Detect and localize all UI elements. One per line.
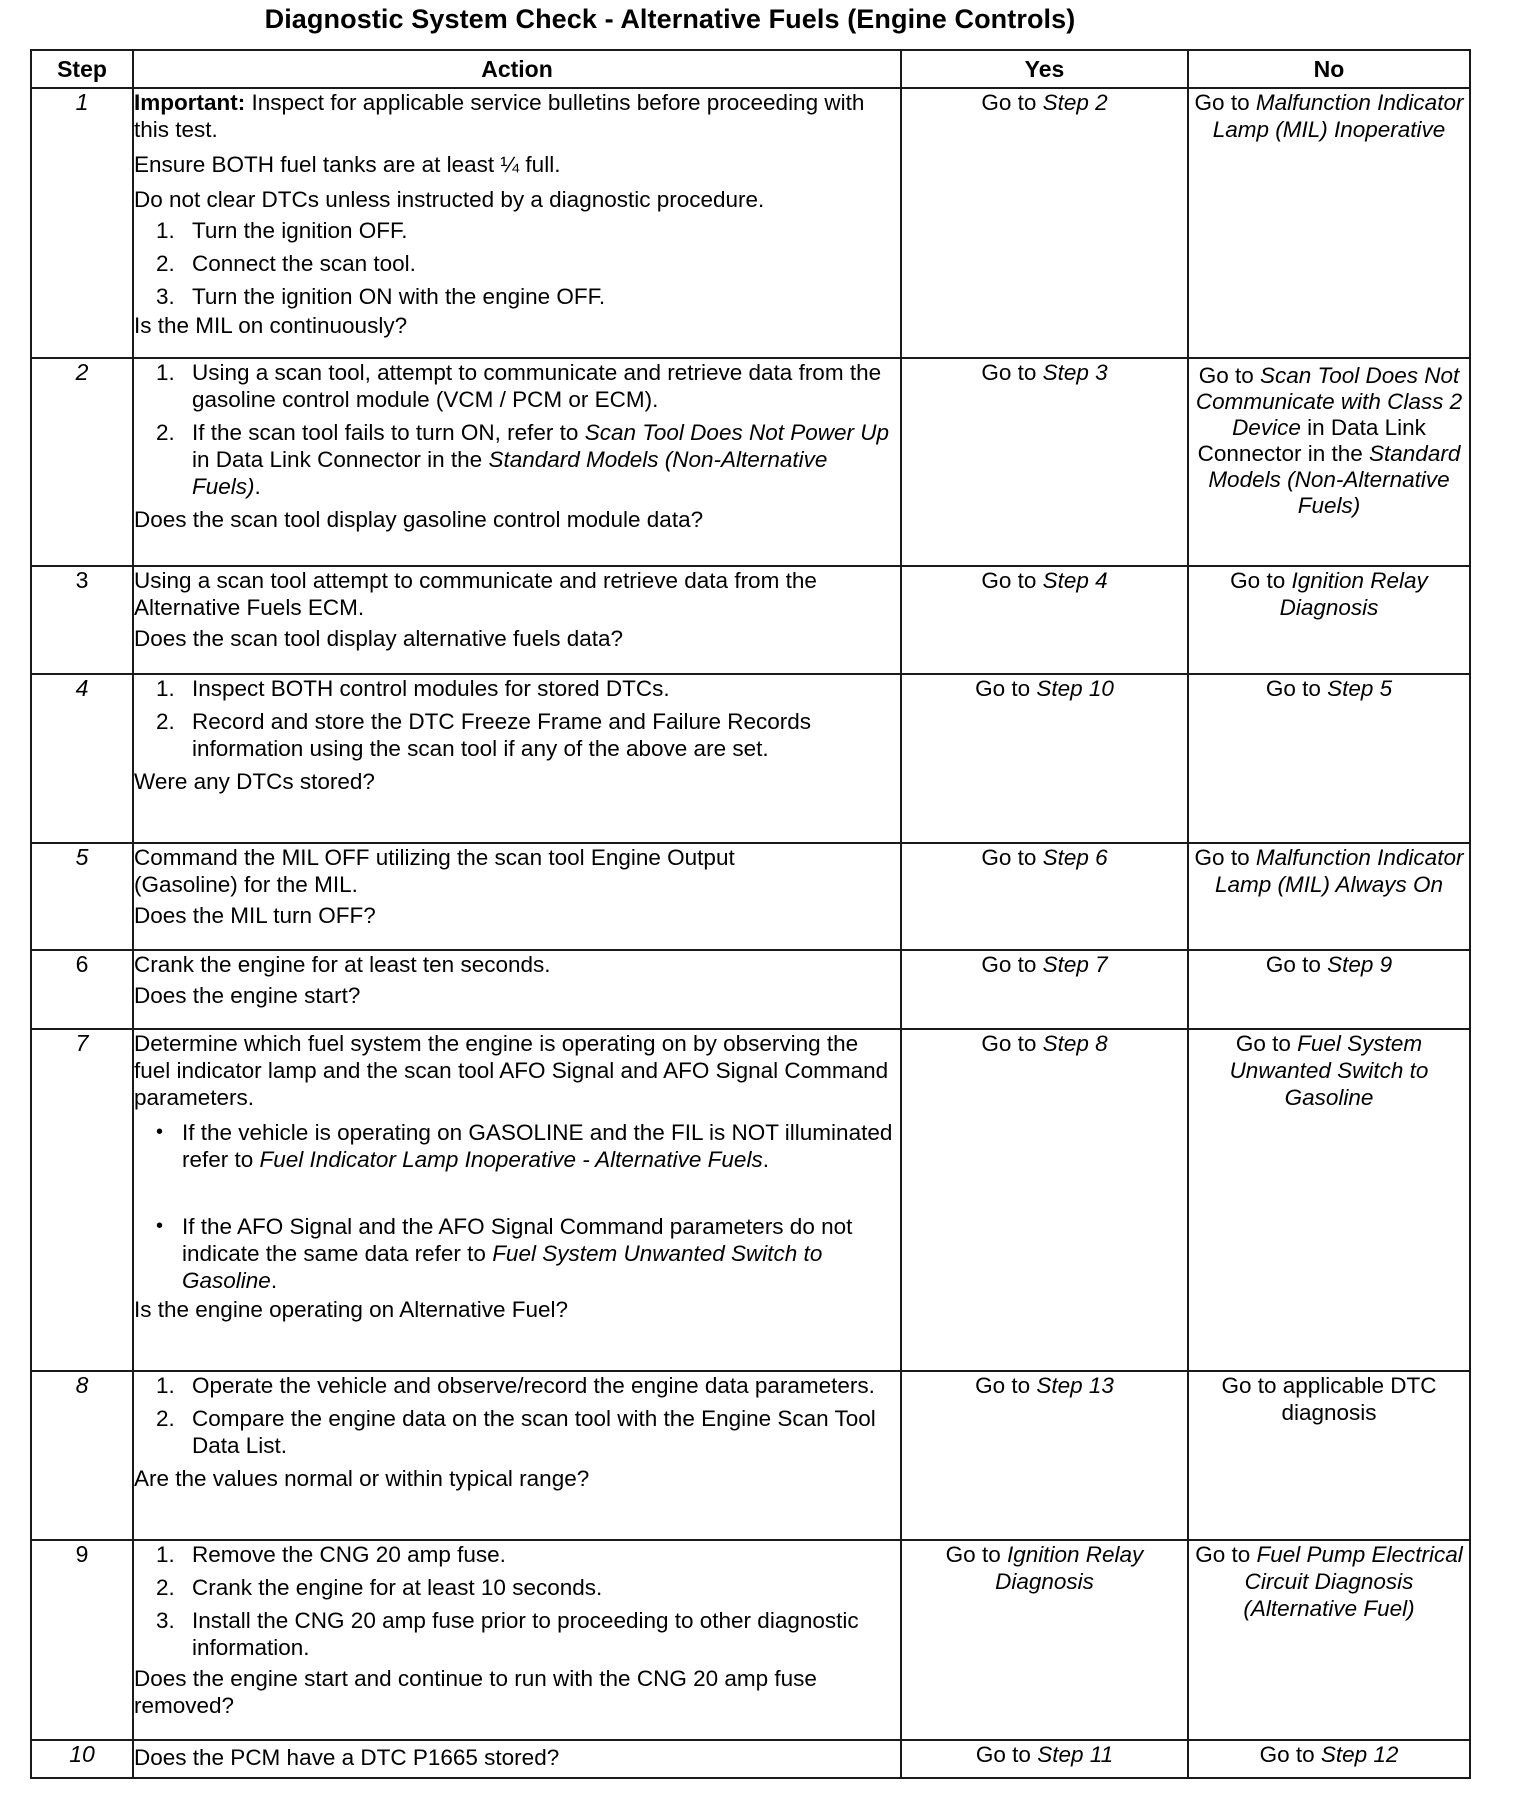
header-step: Step [31,50,133,88]
question-text: Does the scan tool display gasoline control module data? [134,507,704,532]
yes-link[interactable]: Step 2 [1042,90,1108,115]
no-cell: Go to Scan Tool Does Not Communicate with Class 2 Device in Data Link Connector in the Standard Models (Non-Alternative Fuels) [1188,358,1470,566]
list-item: 2. Connect the scan tool. [156,251,416,276]
yes-link[interactable]: Step 3 [1042,360,1108,385]
yes-cell: Go to Step 7 [901,950,1188,1029]
table-row-step-6 [31,950,1470,1029]
yes-link[interactable]: Step 7 [1042,952,1108,977]
action-cell [133,566,901,674]
yes-link[interactable]: Step 6 [1042,845,1108,870]
no-cell: Go to Fuel Pump Electrical Circuit Diagnosis (Alternative Fuel) [1188,1540,1470,1740]
yes-cell: Go to Step 8 [901,1029,1188,1371]
action-cell [133,88,901,358]
no-link[interactable]: Step 12 [1320,1742,1399,1767]
no-cell: Go to Step 9 [1188,950,1470,1029]
no-link[interactable]: Malfunction Indicator Lamp (MIL) Inoperative [1212,90,1464,142]
no-cell: Go to Step 12 [1188,1740,1470,1778]
table-row-step-7 [31,1029,1470,1371]
yes-cell: Go to Step 13 [901,1371,1188,1540]
step-number: 3 [31,566,133,674]
list-item: 1. Turn the ignition OFF. [156,218,408,243]
header-action: Action [133,50,901,88]
step-number: 10 [31,1740,133,1778]
list-item: • If the vehicle is operating on GASOLINE and the FIL is NOT illuminated refer to Fuel Indicator Lamp Inoperative - Alternative Fuels. [156,1120,893,1172]
no-link[interactable]: Step 5 [1327,676,1393,701]
no-link[interactable]: Fuel Pump Electrical Circuit Diagnosis (Alternative Fuel) [1243,1542,1463,1621]
no-link[interactable]: Malfunction Indicator Lamp (MIL) Always On [1215,845,1464,897]
step-number: 6 [31,950,133,1029]
no-link[interactable]: Step 9 [1327,952,1393,977]
question-text: Is the engine operating on Alternative Fuel? [134,1297,569,1322]
no-link[interactable]: Fuel System Unwanted Switch to Gasoline [1229,1031,1429,1110]
reference-link[interactable]: Fuel Indicator Lamp Inoperative - Alternative Fuels [259,1147,763,1172]
question-text: Is the MIL on continuously? [134,313,408,338]
action-text: Using a scan tool attempt to communicate and retrieve data from the Alternative Fuels ECM. [134,568,817,620]
table-row-step-5 [31,843,1470,950]
question-text: Were any DTCs stored? [134,769,375,794]
question-text: Are the values normal or within typical range? [134,1466,590,1491]
yes-cell: Go to Step 3 [901,358,1188,566]
action-text: Crank the engine for at least ten seconds. [134,952,551,977]
no-cell: Go to Step 5 [1188,674,1470,843]
table-row-step-4 [31,674,1470,843]
important-note [134,89,900,143]
question-text: Does the engine start? [134,983,361,1008]
no-cell: Go to Malfunction Indicator Lamp (MIL) Always On [1188,843,1470,950]
yes-link[interactable]: Step 8 [1042,1031,1108,1056]
action-cell [133,843,901,950]
question-text: Does the MIL turn OFF? [134,903,376,928]
action-text: Do not clear DTCs unless instructed by a diagnostic procedure. [134,187,765,212]
list-item: 2. Crank the engine for at least 10 seconds. [156,1575,603,1600]
yes-link[interactable]: Step 10 [1036,676,1114,701]
yes-cell: Go to Step 6 [901,843,1188,950]
reference-link[interactable]: Scan Tool Does Not Power Up [584,420,890,445]
list-item: 1. Using a scan tool, attempt to communicate and retrieve data from the gasoline control module (VCM / PCM or ECM). [156,360,882,412]
action-text: Command the MIL OFF utilizing the scan tool Engine Output (Gasoline) for the MIL. [134,845,735,897]
list-item: 1. Remove the CNG 20 amp fuse. [156,1542,506,1567]
list-item: 1. Operate the vehicle and observe/record the engine data parameters. [156,1373,875,1398]
list-item: 3. Turn the ignition ON with the engine OFF. [156,284,606,309]
action-cell [133,950,901,1029]
step-number: 8 [31,1371,133,1540]
step-number: 2 [31,358,133,566]
action-cell [133,1371,901,1540]
question-text: Does the scan tool display alternative fuels data? [134,626,624,651]
action-cell [133,358,901,566]
header-no: No [1188,50,1470,88]
list-item: 2. Record and store the DTC Freeze Frame and Failure Records information using the scan tool if any of the above are set. [156,709,812,761]
table-row-step-1 [31,88,1470,358]
yes-cell: Go to Step 4 [901,566,1188,674]
step-number: 1 [31,88,133,358]
step-number: 4 [31,674,133,843]
yes-cell: Go to Step 10 [901,674,1188,843]
yes-cell: Go to Step 11 [901,1740,1188,1778]
action-cell [133,1029,901,1371]
list-item: 2. Compare the engine data on the scan tool with the Engine Scan Tool Data List. [156,1406,876,1458]
step-number: 7 [31,1029,133,1371]
no-link[interactable]: Scan Tool Does Not Communicate with Class 2 Device [1195,363,1463,440]
action-cell [133,1540,901,1740]
yes-cell: Go to Step 2 [901,88,1188,358]
table-row-step-9 [31,1540,1470,1740]
yes-link[interactable]: Step 13 [1036,1373,1114,1398]
question-text: Does the engine start and continue to run with the CNG 20 amp fuse removed? [134,1666,817,1718]
reference-link[interactable]: Fuel System Unwanted Switch to Gasoline [182,1241,823,1293]
list-item: 2. If the scan tool fails to turn ON, refer to Scan Tool Does Not Power Up in Data Link Connector in the Standard Models (Non-Alternative Fuels). [156,420,890,499]
list-item: 1. Inspect BOTH control modules for stored DTCs. [156,676,670,701]
yes-link[interactable]: Ignition Relay Diagnosis [995,1542,1144,1594]
no-cell: Go to Fuel System Unwanted Switch to Gasoline [1188,1029,1470,1371]
diagnostic-table [30,49,1471,1779]
yes-cell: Go to Ignition Relay Diagnosis [901,1540,1188,1740]
page-title: Diagnostic System Check - Alternative Fuels (Engine Controls) [264,4,1076,34]
table-row-step-8 [31,1371,1470,1540]
no-link[interactable]: Standard Models (Non-Alternative Fuels) [1208,441,1461,518]
reference-link[interactable]: Standard Models (Non-Alternative Fuels) [192,447,828,499]
step-number: 5 [31,843,133,950]
action-text: Ensure BOTH fuel tanks are at least ¼ full. [134,152,561,177]
no-cell: Go to applicable DTC diagnosis [1188,1371,1470,1540]
table-header-row [31,50,1470,88]
header-yes: Yes [901,50,1188,88]
important-label: Important: [134,90,246,115]
step-number: 9 [31,1540,133,1740]
table-row-step-3 [31,566,1470,674]
list-item: 3. Install the CNG 20 amp fuse prior to proceeding to other diagnostic information. [156,1608,859,1660]
action-cell [133,1740,901,1778]
question-text: Does the PCM have a DTC P1665 stored? [134,1745,560,1770]
list-item: • If the AFO Signal and the AFO Signal Command parameters do not indicate the same data refer to Fuel System Unwanted Switch to Gasoline. [156,1214,853,1293]
no-cell: Go to Malfunction Indicator Lamp (MIL) Inoperative [1188,88,1470,358]
table-row-step-10 [31,1740,1470,1778]
action-text: Determine which fuel system the engine is operating on by observing the fuel indicator lamp and the scan tool AFO Signal and AFO Signal Command parameters. [134,1031,889,1110]
no-cell: Go to Ignition Relay Diagnosis [1188,566,1470,674]
action-cell [133,674,901,843]
important-text: Inspect for applicable service bulletins before proceeding with this test. [134,90,865,142]
yes-link[interactable]: Step 4 [1042,568,1108,593]
table-row-step-2 [31,358,1470,566]
yes-link[interactable]: Step 11 [1037,1742,1114,1767]
no-link[interactable]: Ignition Relay Diagnosis [1279,568,1428,620]
